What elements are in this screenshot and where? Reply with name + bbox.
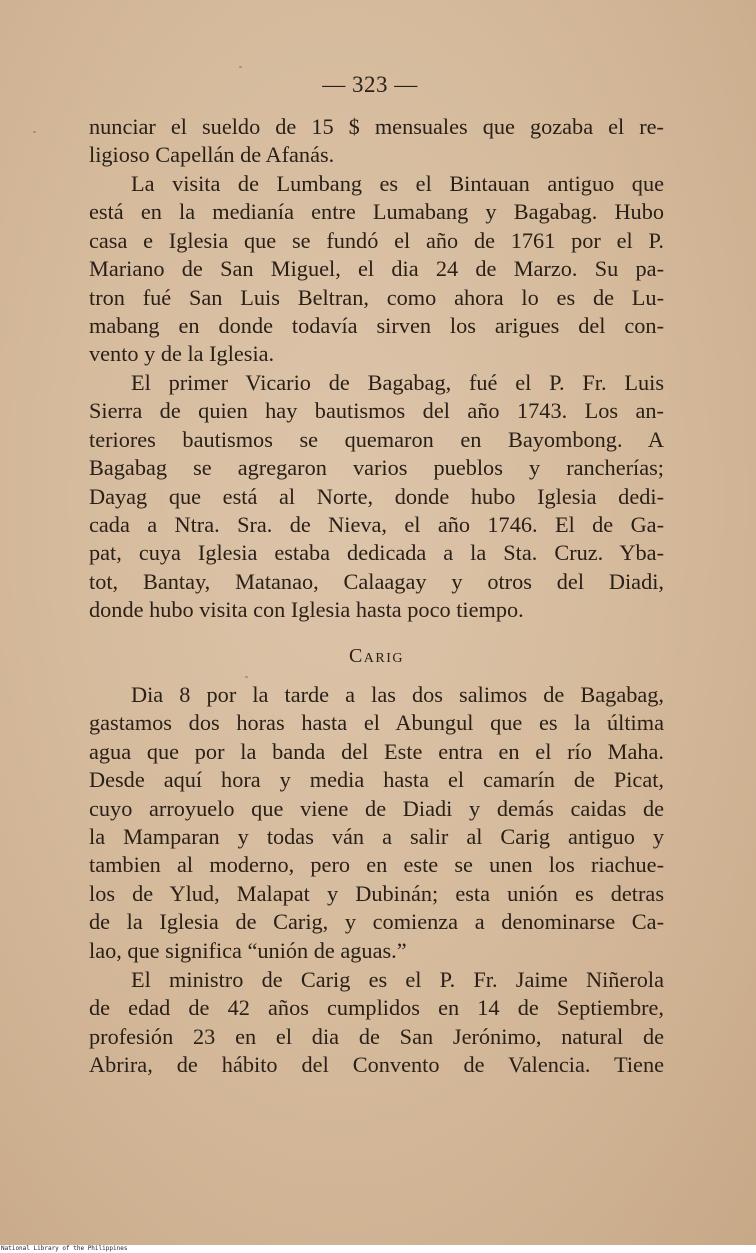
text-line: mabang en donde todavía sirven los arigues del con- [89, 313, 664, 339]
paragraph-bagabag [89, 369, 664, 625]
paper-speck [239, 66, 242, 68]
text-line: lao, que significa “unión de aguas.” [89, 937, 407, 963]
text-line: Abrira, de hábito del Convento de Valencia. Tiene [89, 1052, 664, 1078]
text-line: gastamos dos horas hasta el Abungul que es la última [89, 710, 664, 736]
text-line: la Mamparan y todas ván a salir al Carig antiguo y [89, 824, 664, 850]
text-line: de edad de 42 años cumplidos en 14 de Septiembre, [89, 995, 664, 1021]
paragraph-carig-minister [89, 966, 664, 1080]
paper-speck [33, 131, 36, 133]
text-line: nunciar el sueldo de 15 $ mensuales que gozaba el re- [89, 114, 664, 139]
text-line: Mariano de San Miguel, el dia 24 de Marzo. Su pa- [89, 256, 664, 282]
text-line: Dia 8 por la tarde a las dos salimos de Bagabag, [131, 682, 664, 707]
text-line: cuyo arroyuelo que viene de Diadi y demás caidas de [89, 795, 664, 821]
text-line: donde hubo visita con Iglesia hasta poco tiempo. [89, 597, 524, 623]
text-line: profesión 23 en el dia de San Jerónimo, natural de [89, 1023, 664, 1049]
text-line: El primer Vicario de Bagabag, fué el P. Fr. Luis [131, 370, 664, 395]
paper-speck [245, 676, 248, 678]
section-heading: Carig [348, 645, 405, 667]
text-line: Dayag que está al Norte, donde hubo Iglesia dedi- [89, 483, 664, 509]
text-line: está en la medianía entre Lumabang y Bagabag. Hubo [89, 199, 664, 225]
text-line: vento y de la Iglesia. [89, 341, 275, 367]
text-line: El ministro de Carig es el P. Fr. Jaime Niñerola [131, 967, 664, 992]
text-line: Desde aquí hora y media hasta el camarín de Picat, [89, 767, 664, 793]
text-line: los de Ylud, Malapat y Dubinán; esta unión es detras [89, 880, 664, 906]
library-watermark: National Library of the Philippines [1, 1245, 128, 1252]
text-line: tron fué San Luis Beltran, como ahora lo es de Lu- [89, 284, 664, 310]
text-line: pat, cuya Iglesia estaba dedicada a la Sta. Cruz. Yba- [89, 540, 664, 566]
paragraph-carig-journey [89, 681, 664, 965]
text-line: de la Iglesia de Carig, y comienza a denominarse Ca- [89, 909, 664, 935]
paragraph-lumbang [89, 170, 664, 369]
text-line: agua que por la banda del Este entra en el río Maha. [89, 738, 664, 764]
page-number: — 323 — [322, 72, 418, 97]
text-line: tot, Bantay, Matanao, Calaagay y otros del Diadi, [89, 568, 664, 594]
paragraph-continuation [89, 113, 664, 170]
text-line: tambien al moderno, pero en este se unen los riachue- [89, 852, 664, 878]
text-line: cada a Ntra. Sra. de Nieva, el año 1746. El de Ga- [89, 512, 664, 538]
text-line: casa e Iglesia que se fundó el año de 1761 por el P. [89, 227, 664, 253]
text-line: ligioso Capellán de Afanás. [89, 142, 335, 168]
text-line: La visita de Lumbang es el Bintauan antiguo que [131, 171, 664, 196]
text-line: Sierra de quien hay bautismos del año 1743. Los an- [89, 398, 664, 424]
text-line: Bagabag se agregaron varios pueblos y rancherías; [89, 455, 664, 481]
text-line: teriores bautismos se quemaron en Bayombong. A [89, 426, 664, 452]
